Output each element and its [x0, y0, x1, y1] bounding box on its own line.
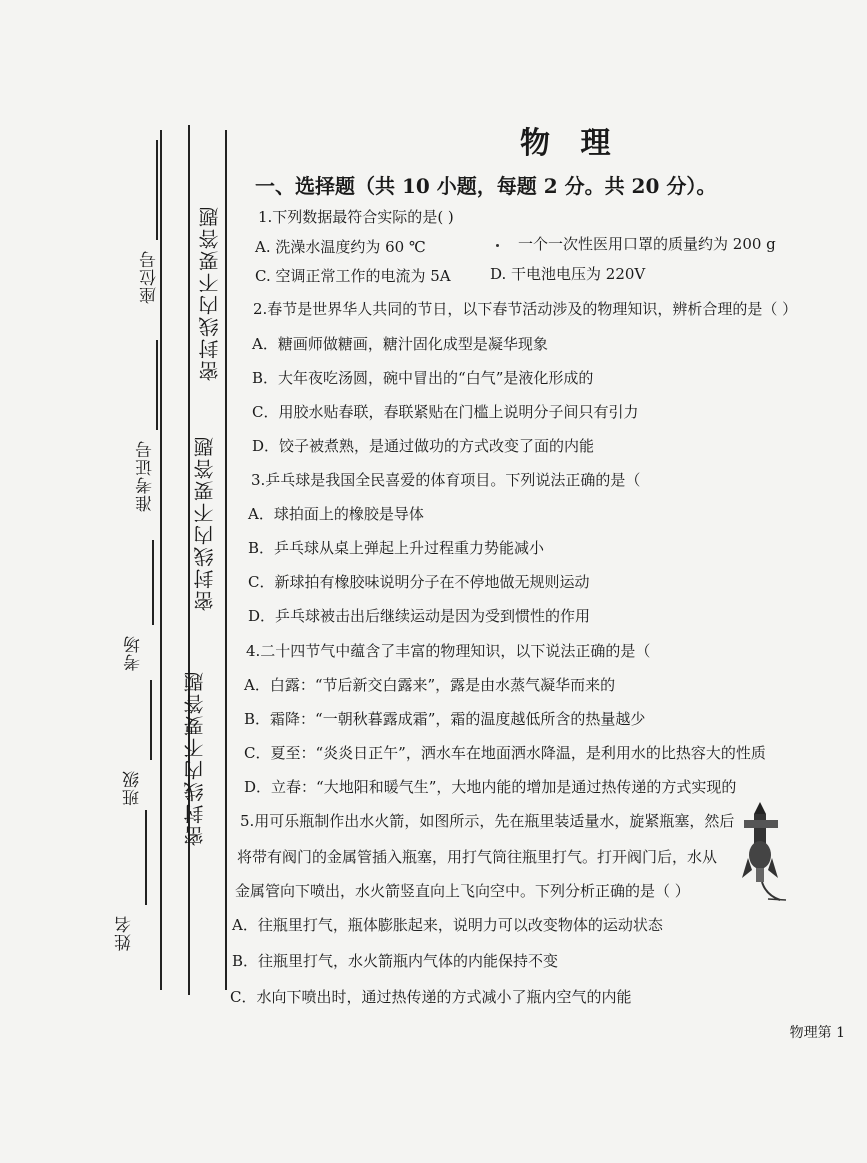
question-2-stem: 2.春节是世界华人共同的节日，以下春节活动涉及的物理知识，辨析合理的是（ ） — [253, 300, 798, 318]
section-heading: 一、选择题（共 10 小题，每题 2 分。共 20 分）。 — [255, 174, 717, 198]
question-2-option-c: C．用胶水贴春联，春联紧贴在门槛上说明分子间只有引力 — [252, 403, 639, 421]
question-1-option-c: C. 空调正常工作的电流为 5A — [255, 267, 451, 285]
question-5-option-c: C．水向下喷出时，通过热传递的方式减小了瓶内空气的内能 — [230, 988, 632, 1006]
question-3-option-c: C．新球拍有橡胶味说明分子在不停地做无规则运动 — [248, 573, 590, 591]
question-2-option-b: B．大年夜吃汤圆，碗中冒出的“白气”是液化形成的 — [252, 369, 594, 387]
question-3-option-d: D．乒乓球被击出后继续运动是因为受到惯性的作用 — [248, 607, 591, 625]
question-5-stem-line-1: 5.用可乐瓶制作出水火箭，如图所示，先在瓶里装适量水，旋紧瓶塞，然后 — [240, 812, 735, 830]
question-1-option-d: D. 干电池电压为 220V — [490, 265, 646, 283]
question-5-option-a: A．往瓶里打气，瓶体膨胀起来，说明力可以改变物体的运动状态 — [232, 916, 663, 934]
exam-room-field — [152, 540, 154, 625]
question-3-option-a: A．球拍面上的橡胶是导体 — [248, 505, 424, 523]
question-4-stem: 4.二十四节气中蕴含了丰富的物理知识，以下说法正确的是（ — [246, 642, 651, 660]
question-4-option-b: B．霜降：“一朝秋暮露成霜”，霜的温度越低所含的热量越少 — [244, 710, 646, 728]
question-1-stem: 1.下列数据最符合实际的是( ) — [258, 208, 454, 226]
class-field — [150, 680, 152, 760]
page-title: 物 理 — [520, 126, 621, 161]
water-rocket-icon — [740, 800, 800, 910]
question-4-option-c: C．夏至：“炎炎日正午”，洒水车在地面洒水降温，是利用水的比热容大的性质 — [244, 744, 766, 762]
question-4-option-a: A．白露：“节后新交白露来”，露是由水蒸气凝华而来的 — [244, 676, 616, 694]
question-3-stem: 3.乒乓球是我国全民喜爱的体育项目。下列说法正确的是（ — [251, 471, 641, 489]
exam-id-label: 准考证号 — [136, 440, 156, 512]
question-5-stem-line-2: 将带有阀门的金属管插入瓶塞，用打气筒往瓶里打气。打开阀门后，水从 — [237, 848, 718, 866]
name-label: 姓名 — [115, 915, 135, 951]
print-speck — [496, 244, 499, 247]
seal-warning-2: 密封线内不要答题 — [193, 435, 217, 611]
exam-room-label: 考场 — [124, 635, 144, 671]
seal-warning-1: 密封线内不要答题 — [198, 205, 222, 381]
binding-line-inner — [225, 130, 227, 990]
seat-number-label: 座位号 — [140, 250, 160, 304]
exam-id-field — [156, 340, 158, 430]
seat-number-field — [156, 140, 158, 240]
question-1-option-a: A. 洗澡水温度约为 60 ℃ — [255, 238, 426, 256]
question-3-option-b: B．乒乓球从桌上弹起上升过程重力势能减小 — [248, 539, 545, 557]
question-5-stem-line-3: 金属管向下喷出，水火箭竖直向上飞向空中。下列分析正确的是（ ） — [235, 882, 690, 900]
question-5-option-b: B．往瓶里打气，水火箭瓶内气体的内能保持不变 — [232, 952, 559, 970]
seal-warning-3: 密封线内不要答题 — [183, 670, 207, 846]
page-footer: 物理第 1 — [789, 1025, 845, 1041]
question-2-option-a: A．糖画师做糖画，糖汁固化成型是凝华现象 — [252, 335, 548, 353]
class-label: 班级 — [123, 770, 143, 806]
name-field — [145, 810, 147, 905]
question-4-option-d: D．立春：“大地阳和暖气生”，大地内能的增加是通过热传递的方式实现的 — [244, 778, 737, 796]
question-2-option-d: D．饺子被煮熟，是通过做功的方式改变了面的内能 — [252, 437, 595, 455]
question-1-option-b: 一个一次性医用口罩的质量约为 200 g — [518, 235, 776, 253]
